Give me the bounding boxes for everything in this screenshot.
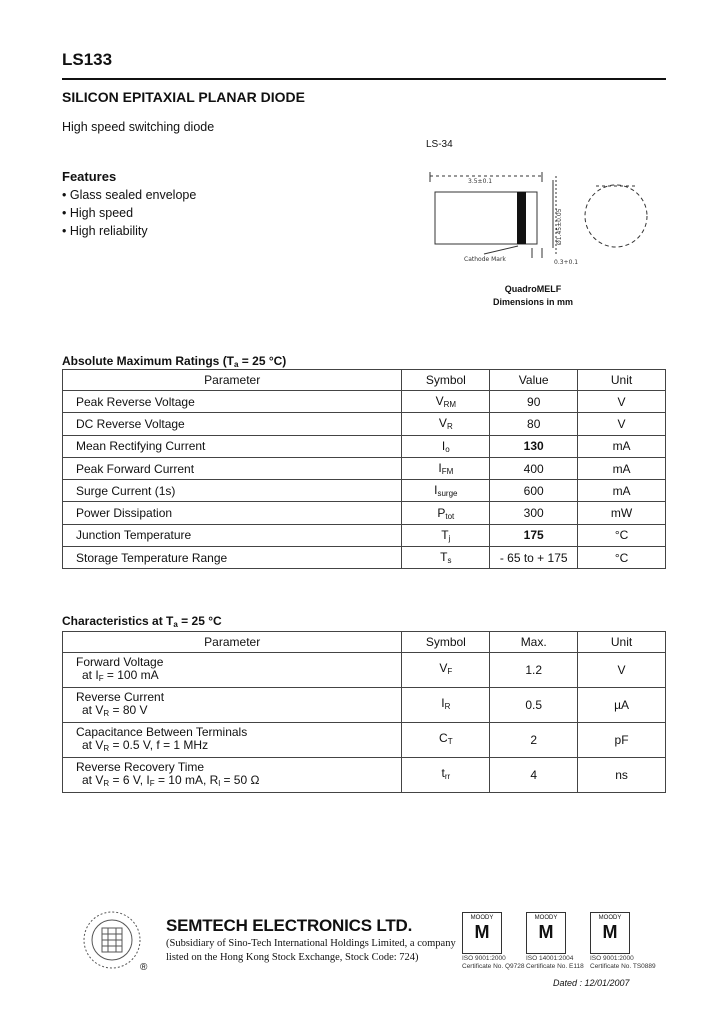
col-header-value: Value <box>490 370 578 391</box>
col-header-symbol: Symbol <box>402 370 490 391</box>
parameter-cell: Capacitance Between Terminals at $V_R = 0.5$ V, f = 1 MHz <box>63 723 402 758</box>
certification-caption: ISO 14001:2004 Certificate No. E118 <box>526 955 584 970</box>
company-name: SEMTECH ELECTRONICS LTD. <box>166 916 413 935</box>
feature-item: • Glass sealed envelope <box>62 188 197 202</box>
table-row <box>63 502 666 524</box>
value-cell: 2 <box>490 723 578 758</box>
company-subsidiary-note: (Subsidiary of Sino-Tech International Holdings Limited, a company <box>166 938 456 949</box>
value-cell: 130 <box>490 435 578 457</box>
table-row <box>63 723 666 758</box>
col-header-parameter: Parameter <box>63 370 402 391</box>
symbol-cell: $I_{surge}$ <box>402 480 490 502</box>
unit-cell: mA <box>578 435 666 457</box>
parameter-cell: Peak Reverse Voltage <box>63 391 402 413</box>
col-header-symbol: Symbol <box>402 632 490 653</box>
value-cell: 600 <box>490 480 578 502</box>
symbol-cell: $T_j$ <box>402 524 490 546</box>
parameter-cell: Forward Voltage at $I_F = 100$ mA <box>63 653 402 688</box>
table-row <box>63 547 666 569</box>
table-row <box>63 688 666 723</box>
col-header-unit: Unit <box>578 370 666 391</box>
value-cell: 90 <box>490 391 578 413</box>
table-row <box>63 653 666 688</box>
certification-badge: MOODY M <box>462 912 502 954</box>
package-outline-drawing <box>416 170 666 275</box>
abs-max-title: Absolute Maximum Ratings ($T_a = 25$ °C) <box>62 354 287 369</box>
value-cell: - 65 to + 175 <box>490 547 578 569</box>
table-row <box>63 457 666 479</box>
unit-cell: °C <box>578 524 666 546</box>
dimension-length: 3.5±0.1 <box>468 178 493 185</box>
parameter-cell: Reverse Current at $V_R = 80$ V <box>63 688 402 723</box>
unit-cell: mA <box>578 457 666 479</box>
package-caption <box>468 283 598 309</box>
parameter-cell: Junction Temperature <box>63 524 402 546</box>
unit-cell: V <box>578 391 666 413</box>
certification-caption: ISO 9001:2000 Certificate No. Q9728 <box>462 955 525 970</box>
value-cell: 175 <box>490 524 578 546</box>
dimension-units-note: Dimensions in mm <box>492 297 573 307</box>
symbol-cell: $V_F$ <box>402 653 490 688</box>
col-header-max: Max. <box>490 632 578 653</box>
unit-cell: µA <box>578 688 666 723</box>
features-heading: Features <box>62 169 117 184</box>
abs-max-table <box>62 369 666 569</box>
unit-cell: mA <box>578 480 666 502</box>
unit-cell: V <box>578 653 666 688</box>
cathode-mark-label: Cathode Mark <box>464 256 506 263</box>
parameter-cell: Peak Forward Current <box>63 457 402 479</box>
symbol-cell: $P_{tot}$ <box>402 502 490 524</box>
parameter-cell: Storage Temperature Range <box>63 547 402 569</box>
symbol-cell: $T_s$ <box>402 547 490 569</box>
unit-cell: mW <box>578 502 666 524</box>
certification-badge: MOODY M <box>526 912 566 954</box>
parameter-cell: Power Dissipation <box>63 502 402 524</box>
symbol-cell: $I_o$ <box>402 435 490 457</box>
part-number-title: LS133 <box>62 50 113 69</box>
characteristics-title: Characteristics at $T_a = 25$ °C <box>62 614 222 629</box>
device-description: SILICON EPITAXIAL PLANAR DIODE <box>62 89 305 105</box>
symbol-cell: $V_{RM}$ <box>402 391 490 413</box>
package-type: QuadroMELF <box>504 284 562 294</box>
value-cell: 0.5 <box>490 688 578 723</box>
col-header-unit: Unit <box>578 632 666 653</box>
value-cell: 400 <box>490 457 578 479</box>
table-row <box>63 391 666 413</box>
dimension-band: 0.3+0.1 <box>554 259 579 266</box>
parameter-cell: Reverse Recovery Time at $V_R = 6$ V, $I_F = 10$ mA, $R_l = 50$ Ω <box>63 758 402 793</box>
symbol-cell: $t_{rr}$ <box>402 758 490 793</box>
value-cell: 1.2 <box>490 653 578 688</box>
feature-item: • High speed <box>62 206 134 220</box>
parameter-cell: DC Reverse Voltage <box>63 413 402 435</box>
parameter-cell: Surge Current (1s) <box>63 480 402 502</box>
symbol-cell: $V_R$ <box>402 413 490 435</box>
company-logo-icon <box>82 910 142 970</box>
table-row <box>63 480 666 502</box>
unit-cell: pF <box>578 723 666 758</box>
table-row <box>63 435 666 457</box>
col-header-parameter: Parameter <box>63 632 402 653</box>
device-tagline: High speed switching diode <box>62 120 215 134</box>
unit-cell: °C <box>578 547 666 569</box>
title-divider <box>62 78 666 80</box>
feature-item: • High reliability <box>62 224 148 238</box>
value-cell: 300 <box>490 502 578 524</box>
table-row <box>63 758 666 793</box>
value-cell: 4 <box>490 758 578 793</box>
table-row <box>63 524 666 546</box>
package-name: LS-34 <box>426 139 453 150</box>
registered-mark: ® <box>140 962 148 973</box>
certification-badge: MOODY M <box>590 912 630 954</box>
parameter-cell: Mean Rectifying Current <box>63 435 402 457</box>
unit-cell: V <box>578 413 666 435</box>
table-row <box>63 413 666 435</box>
dimension-diameter: Ø1.45±0.05 <box>556 208 563 245</box>
cathode-band <box>517 192 526 244</box>
symbol-cell: $C_T$ <box>402 723 490 758</box>
certification-caption: ISO 9001:2000 Certificate No. TS0889 <box>590 955 656 970</box>
unit-cell: ns <box>578 758 666 793</box>
value-cell: 80 <box>490 413 578 435</box>
symbol-cell: $I_R$ <box>402 688 490 723</box>
symbol-cell: $I_{FM}$ <box>402 457 490 479</box>
document-date: Dated : 12/01/2007 <box>553 978 630 988</box>
characteristics-table <box>62 631 666 793</box>
company-listing-note: listed on the Hong Kong Stock Exchange, Stock Code: 724) <box>166 952 419 963</box>
